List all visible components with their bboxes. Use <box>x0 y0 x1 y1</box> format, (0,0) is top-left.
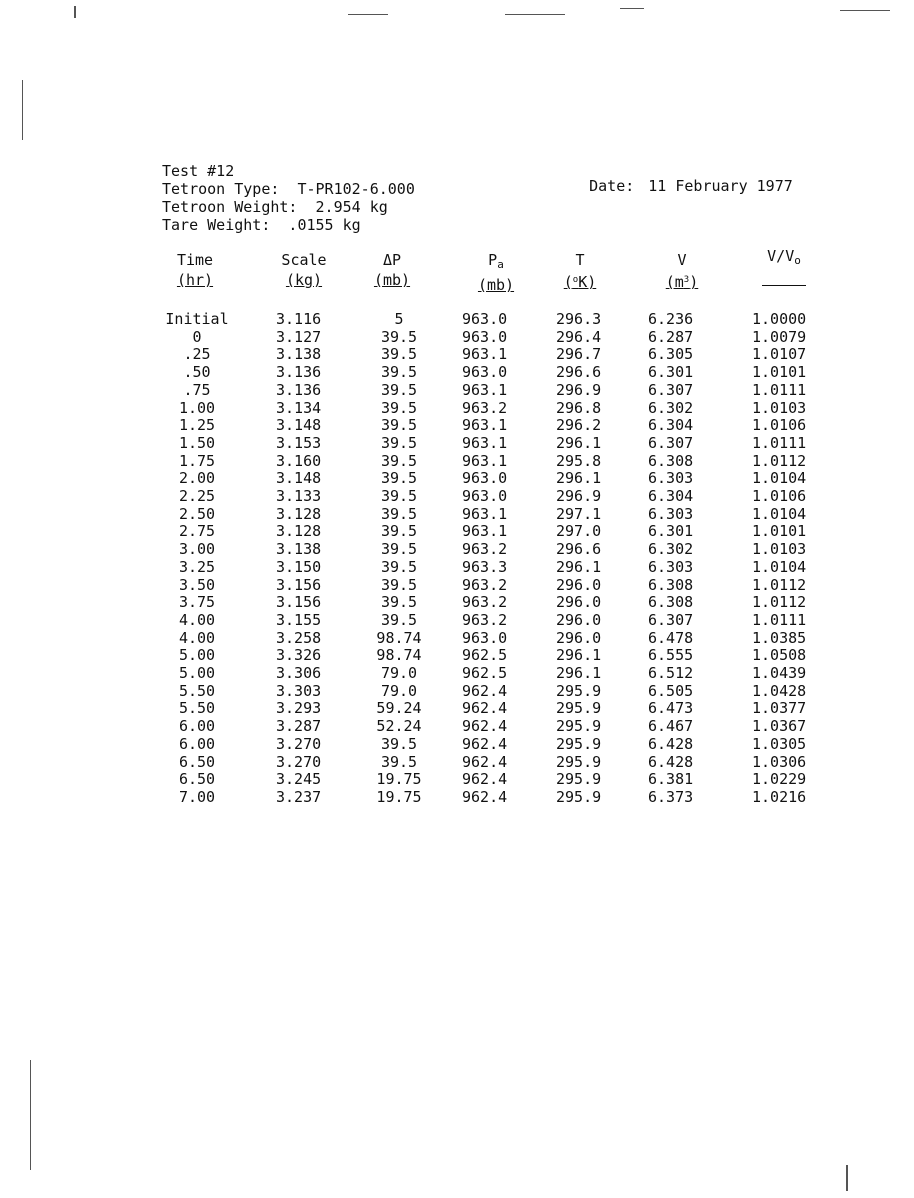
cell-temperature: 295.8 <box>556 451 602 470</box>
cell-time: 6.00 <box>178 717 216 736</box>
cell-scale: 3.245 <box>276 770 322 789</box>
cell-volume: 6.381 <box>648 770 694 789</box>
cell-time: 1.00 <box>178 398 216 417</box>
table-row <box>0 717 914 735</box>
cell-temperature: 295.9 <box>556 681 602 700</box>
unit-post: K) <box>578 273 597 291</box>
column-name <box>466 250 526 275</box>
cell-volume-ratio: 1.0106 <box>752 487 807 505</box>
cell-pa: 963.0 <box>462 327 508 346</box>
cell-volume-ratio: 1.0508 <box>752 646 807 665</box>
cell-scale: 3.303 <box>276 681 322 700</box>
cell-scale: 3.150 <box>276 557 322 576</box>
table-row <box>0 770 914 788</box>
tetroon-type: Tetroon Type: T-PR102-6.000 <box>162 180 415 198</box>
cell-scale: 3.270 <box>276 734 322 753</box>
cell-volume-ratio: 1.0103 <box>752 540 807 559</box>
cell-volume: 6.303 <box>648 504 694 523</box>
table-row <box>0 682 914 700</box>
cell-volume-ratio: 1.0216 <box>752 787 807 806</box>
cell-delta-p: 98.74 <box>376 646 422 665</box>
cell-delta-p: 39.5 <box>380 504 418 523</box>
table-row <box>0 345 914 363</box>
column-name: Scale <box>281 251 327 269</box>
cell-volume: 6.505 <box>648 681 694 700</box>
cell-volume: 6.307 <box>648 380 694 399</box>
column-name-main: V/V <box>767 247 795 265</box>
column-unit: (mb) <box>373 271 411 289</box>
cell-volume: 6.428 <box>648 752 694 771</box>
cell-volume: 6.428 <box>648 734 694 753</box>
cell-scale: 3.326 <box>276 646 322 665</box>
table-row <box>0 699 914 717</box>
cell-volume-ratio: 1.0104 <box>752 469 807 488</box>
cell-scale: 3.148 <box>276 416 322 435</box>
cell-temperature: 296.2 <box>556 416 602 435</box>
cell-pa: 962.4 <box>462 734 508 753</box>
cell-volume: 6.308 <box>648 575 694 594</box>
column-name-main: P <box>488 251 498 269</box>
cell-volume-ratio: 1.0079 <box>752 327 807 346</box>
cell-time: .25 <box>183 345 211 364</box>
cell-time: 5.50 <box>178 699 216 718</box>
cell-delta-p: 5 <box>394 310 404 328</box>
cell-volume: 6.308 <box>648 451 694 470</box>
cell-time: 6.50 <box>178 770 216 789</box>
column-name: V <box>677 251 687 269</box>
cell-volume-ratio: 1.0104 <box>752 557 807 576</box>
cell-time: .50 <box>183 363 211 382</box>
column-name: ΔP <box>382 251 402 269</box>
cell-temperature: 296.0 <box>556 628 602 647</box>
table-row <box>0 646 914 664</box>
cell-time: 3.75 <box>178 593 216 612</box>
tare-weight: Tare Weight: .0155 kg <box>162 216 361 234</box>
column-unit: (mb) <box>477 276 515 294</box>
cell-volume: 6.307 <box>648 433 694 452</box>
date-label: Date: <box>589 177 635 195</box>
cell-pa: 963.2 <box>462 540 508 559</box>
cell-scale: 3.293 <box>276 699 322 718</box>
cell-scale: 3.156 <box>276 593 322 612</box>
cell-volume-ratio: 1.0111 <box>752 610 807 629</box>
cell-scale: 3.258 <box>276 628 322 647</box>
cell-volume-ratio: 1.0306 <box>752 752 807 771</box>
cell-temperature: 296.6 <box>556 540 602 559</box>
cell-volume: 6.301 <box>648 522 694 541</box>
cell-volume: 6.512 <box>648 664 694 682</box>
column-header-v <box>652 250 712 292</box>
scan-mark <box>348 14 388 15</box>
cell-time: 4.00 <box>178 628 216 647</box>
tetroon-weight: Tetroon Weight: 2.954 kg <box>162 198 388 216</box>
cell-scale: 3.127 <box>276 327 322 346</box>
table-row <box>0 328 914 346</box>
cell-temperature: 295.9 <box>556 770 602 789</box>
cell-pa: 962.5 <box>462 664 508 682</box>
column-name <box>752 246 816 271</box>
column-underline <box>762 275 806 286</box>
column-header-pa <box>466 250 526 295</box>
cell-delta-p: 39.5 <box>380 327 418 346</box>
cell-volume-ratio: 1.0385 <box>752 628 807 647</box>
scan-mark <box>30 1060 31 1170</box>
scan-mark <box>22 80 23 140</box>
column-unit <box>652 270 712 292</box>
cell-delta-p: 98.74 <box>376 628 422 647</box>
cell-scale: 3.237 <box>276 787 322 806</box>
cell-volume: 6.304 <box>648 416 694 435</box>
cell-temperature: 296.1 <box>556 664 602 682</box>
cell-temperature: 296.0 <box>556 593 602 612</box>
cell-time: 2.25 <box>178 487 216 505</box>
cell-time: 2.50 <box>178 504 216 523</box>
cell-volume-ratio: 1.0106 <box>752 416 807 435</box>
cell-volume: 6.555 <box>648 646 694 665</box>
cell-delta-p: 39.5 <box>380 540 418 559</box>
cell-temperature: 296.1 <box>556 433 602 452</box>
cell-pa: 962.4 <box>462 787 508 806</box>
table-row <box>0 381 914 399</box>
cell-pa: 963.2 <box>462 398 508 417</box>
cell-time: 7.00 <box>178 787 216 806</box>
cell-temperature: 295.9 <box>556 752 602 771</box>
cell-volume-ratio: 1.0112 <box>752 451 807 470</box>
date-value: 11 February 1977 <box>648 177 793 195</box>
scan-mark <box>620 8 644 9</box>
cell-pa: 963.1 <box>462 451 508 470</box>
cell-temperature: 296.9 <box>556 380 602 399</box>
scan-mark <box>74 6 76 18</box>
cell-volume: 6.308 <box>648 593 694 612</box>
cell-delta-p: 52.24 <box>376 717 422 736</box>
cell-scale: 3.128 <box>276 504 322 523</box>
cell-temperature: 296.0 <box>556 575 602 594</box>
cell-scale: 3.148 <box>276 469 322 488</box>
cell-scale: 3.128 <box>276 522 322 541</box>
cell-delta-p: 39.5 <box>380 575 418 594</box>
column-header-time <box>160 250 230 290</box>
unit-sup: o <box>572 275 579 285</box>
column-name: T <box>575 251 585 269</box>
cell-delta-p: 59.24 <box>376 699 422 718</box>
cell-temperature: 296.1 <box>556 646 602 665</box>
cell-delta-p: 79.0 <box>380 664 418 682</box>
cell-pa: 963.1 <box>462 433 508 452</box>
cell-time: 4.00 <box>178 610 216 629</box>
cell-volume-ratio: 1.0101 <box>752 522 807 541</box>
column-header-scale <box>272 250 336 290</box>
cell-scale: 3.134 <box>276 398 322 417</box>
cell-volume-ratio: 1.0000 <box>752 310 807 328</box>
cell-volume: 6.301 <box>648 363 694 382</box>
date <box>553 159 793 213</box>
cell-volume-ratio: 1.0111 <box>752 380 807 399</box>
cell-volume: 6.302 <box>648 540 694 559</box>
cell-scale: 3.116 <box>276 310 322 328</box>
cell-volume-ratio: 1.0111 <box>752 433 807 452</box>
cell-pa: 963.2 <box>462 575 508 594</box>
cell-pa: 963.0 <box>462 469 508 488</box>
cell-volume: 6.287 <box>648 327 694 346</box>
cell-volume: 6.303 <box>648 469 694 488</box>
cell-delta-p: 39.5 <box>380 487 418 505</box>
column-name-sub: o <box>794 254 801 267</box>
cell-time: 5.00 <box>178 646 216 665</box>
column-unit <box>550 270 610 292</box>
column-name-sub: a <box>497 258 504 271</box>
cell-pa: 962.4 <box>462 681 508 700</box>
cell-temperature: 297.1 <box>556 504 602 523</box>
cell-pa: 963.0 <box>462 487 508 505</box>
cell-volume: 6.307 <box>648 610 694 629</box>
table-row <box>0 576 914 594</box>
cell-volume-ratio: 1.0112 <box>752 593 807 612</box>
cell-temperature: 296.9 <box>556 487 602 505</box>
cell-scale: 3.138 <box>276 540 322 559</box>
cell-time: 1.25 <box>178 416 216 435</box>
table-row <box>0 469 914 487</box>
table-row <box>0 310 914 328</box>
cell-delta-p: 39.5 <box>380 363 418 382</box>
cell-volume: 6.373 <box>648 787 694 806</box>
cell-volume-ratio: 1.0104 <box>752 504 807 523</box>
cell-delta-p: 39.5 <box>380 522 418 541</box>
scan-mark <box>505 14 565 15</box>
table-row <box>0 522 914 540</box>
cell-delta-p: 19.75 <box>376 770 422 789</box>
cell-temperature: 295.9 <box>556 699 602 718</box>
cell-time: 5.00 <box>178 664 216 682</box>
cell-pa: 963.0 <box>462 628 508 647</box>
cell-time: 2.75 <box>178 522 216 541</box>
column-unit: (kg) <box>285 271 323 289</box>
cell-scale: 3.306 <box>276 664 322 682</box>
table-row <box>0 629 914 647</box>
cell-volume: 6.236 <box>648 310 694 328</box>
cell-delta-p: 19.75 <box>376 787 422 806</box>
cell-delta-p: 39.5 <box>380 380 418 399</box>
cell-scale: 3.155 <box>276 610 322 629</box>
cell-pa: 963.0 <box>462 310 508 328</box>
cell-scale: 3.136 <box>276 363 322 382</box>
table-row <box>0 735 914 753</box>
cell-temperature: 296.8 <box>556 398 602 417</box>
cell-scale: 3.287 <box>276 717 322 736</box>
cell-delta-p: 39.5 <box>380 451 418 470</box>
table-row <box>0 558 914 576</box>
cell-time: 1.75 <box>178 451 216 470</box>
cell-pa: 963.0 <box>462 363 508 382</box>
column-header-v-ratio <box>752 246 816 291</box>
cell-volume: 6.478 <box>648 628 694 647</box>
table-row <box>0 487 914 505</box>
cell-scale: 3.270 <box>276 752 322 771</box>
cell-pa: 963.2 <box>462 610 508 629</box>
cell-temperature: 295.9 <box>556 787 602 806</box>
cell-delta-p: 39.5 <box>380 469 418 488</box>
cell-temperature: 296.1 <box>556 557 602 576</box>
unit-pre: (m <box>665 273 684 291</box>
cell-pa: 963.1 <box>462 345 508 364</box>
cell-pa: 962.5 <box>462 646 508 665</box>
cell-pa: 963.3 <box>462 557 508 576</box>
table-row <box>0 363 914 381</box>
test-info <box>162 162 415 234</box>
cell-scale: 3.136 <box>276 380 322 399</box>
table-row <box>0 611 914 629</box>
cell-time: 2.00 <box>178 469 216 488</box>
column-name: Time <box>176 251 214 269</box>
unit-post: ) <box>689 273 699 291</box>
cell-delta-p: 79.0 <box>380 681 418 700</box>
cell-pa: 963.1 <box>462 380 508 399</box>
column-header-delta-p <box>362 250 422 290</box>
cell-temperature: 295.9 <box>556 717 602 736</box>
cell-time: .75 <box>183 380 211 399</box>
table-row <box>0 664 914 682</box>
cell-temperature: 295.9 <box>556 734 602 753</box>
table-row <box>0 505 914 523</box>
cell-volume-ratio: 1.0439 <box>752 664 807 682</box>
cell-volume-ratio: 1.0107 <box>752 345 807 364</box>
scan-mark <box>840 10 890 11</box>
cell-delta-p: 39.5 <box>380 398 418 417</box>
cell-scale: 3.156 <box>276 575 322 594</box>
table-row <box>0 399 914 417</box>
column-header-t <box>550 250 610 292</box>
cell-scale: 3.138 <box>276 345 322 364</box>
cell-time: Initial <box>165 310 229 328</box>
cell-time: 0 <box>192 327 202 346</box>
cell-scale: 3.153 <box>276 433 322 452</box>
cell-temperature: 296.3 <box>556 310 602 328</box>
cell-pa: 963.1 <box>462 522 508 541</box>
table-row <box>0 416 914 434</box>
cell-pa: 962.4 <box>462 699 508 718</box>
unit-pre: ( <box>563 273 573 291</box>
cell-volume: 6.473 <box>648 699 694 718</box>
unit-sup: 3 <box>683 275 690 285</box>
cell-temperature: 297.0 <box>556 522 602 541</box>
cell-time: 3.50 <box>178 575 216 594</box>
cell-delta-p: 39.5 <box>380 734 418 753</box>
cell-volume: 6.302 <box>648 398 694 417</box>
table-row <box>0 593 914 611</box>
cell-volume-ratio: 1.0377 <box>752 699 807 718</box>
cell-volume: 6.305 <box>648 345 694 364</box>
cell-pa: 963.1 <box>462 504 508 523</box>
cell-delta-p: 39.5 <box>380 416 418 435</box>
cell-volume-ratio: 1.0367 <box>752 717 807 736</box>
table-row <box>0 753 914 771</box>
table-row <box>0 434 914 452</box>
cell-time: 3.25 <box>178 557 216 576</box>
cell-delta-p: 39.5 <box>380 345 418 364</box>
cell-time: 5.50 <box>178 681 216 700</box>
cell-time: 6.50 <box>178 752 216 771</box>
table-row <box>0 788 914 806</box>
cell-temperature: 296.0 <box>556 610 602 629</box>
table-row <box>0 540 914 558</box>
cell-delta-p: 39.5 <box>380 593 418 612</box>
column-unit: (hr) <box>176 271 214 289</box>
cell-volume-ratio: 1.0229 <box>752 770 807 789</box>
cell-scale: 3.133 <box>276 487 322 505</box>
cell-volume-ratio: 1.0112 <box>752 575 807 594</box>
cell-pa: 962.4 <box>462 752 508 771</box>
cell-temperature: 296.1 <box>556 469 602 488</box>
cell-pa: 963.2 <box>462 593 508 612</box>
cell-volume: 6.467 <box>648 717 694 736</box>
cell-delta-p: 39.5 <box>380 557 418 576</box>
cell-temperature: 296.7 <box>556 345 602 364</box>
cell-delta-p: 39.5 <box>380 752 418 771</box>
cell-volume-ratio: 1.0101 <box>752 363 807 382</box>
cell-temperature: 296.6 <box>556 363 602 382</box>
cell-delta-p: 39.5 <box>380 433 418 452</box>
cell-delta-p: 39.5 <box>380 610 418 629</box>
cell-volume-ratio: 1.0305 <box>752 734 807 753</box>
test-number: Test #12 <box>162 162 235 180</box>
cell-pa: 962.4 <box>462 717 508 736</box>
cell-time: 3.00 <box>178 540 216 559</box>
cell-volume: 6.303 <box>648 557 694 576</box>
scan-mark <box>846 1165 848 1191</box>
cell-volume-ratio: 1.0428 <box>752 681 807 700</box>
cell-time: 6.00 <box>178 734 216 753</box>
table-row <box>0 452 914 470</box>
cell-volume-ratio: 1.0103 <box>752 398 807 417</box>
cell-time: 1.50 <box>178 433 216 452</box>
cell-scale: 3.160 <box>276 451 322 470</box>
cell-volume: 6.304 <box>648 487 694 505</box>
cell-pa: 962.4 <box>462 770 508 789</box>
cell-temperature: 296.4 <box>556 327 602 346</box>
cell-pa: 963.1 <box>462 416 508 435</box>
